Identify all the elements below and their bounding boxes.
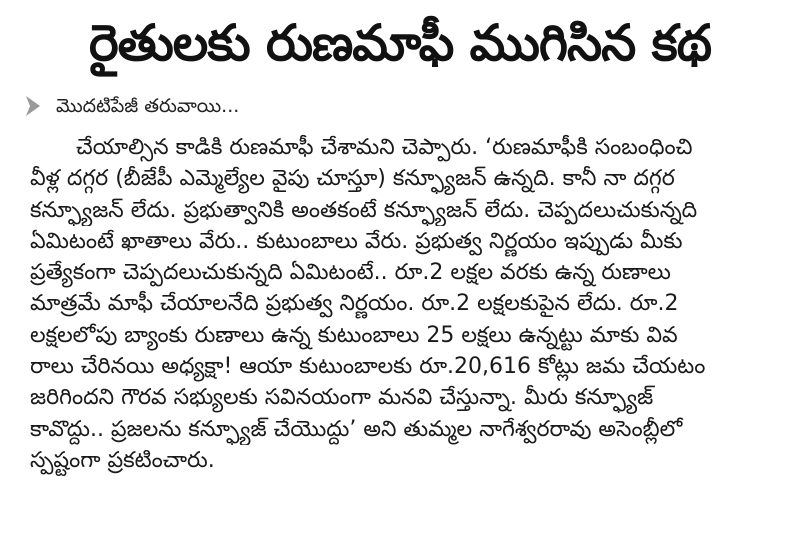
body-line: మాత్రమే మాఫీ చేయాలనేది ప్రభుత్వ నిర్ణయం. రూ.2 లక్షలకుపైన లేదు. రూ.2	[30, 291, 679, 317]
body-line: స్పష్టంగా ప్రకటించారు.	[30, 447, 215, 473]
body-line: వీళ్ల దగ్గర (బీజేపీ ఎమ్మెల్యేల వైపు చూస్తూ) కన్ఫ్యూజన్ ఉన్నది. కానీ నా దగ్గర	[30, 166, 675, 192]
body-line: చేయాల్సిన కాడికి రుణమాఫీ చేశామని చెప్పారు. ‘రుణమాఫీకి సంబంధించి	[76, 135, 693, 160]
body-line: జరిగిందని గౌరవ సభ్యులకు సవినయంగా మనవి చేస్తున్నా. మీరు కన్ఫ్యూజ్	[30, 385, 654, 411]
subhead-text: మొదటిపేజీ తరువాయి...	[56, 95, 240, 117]
body-line: లక్షలలోపు బ్యాంకు రుణాలు ఉన్న కుటుంబాలు 25 లక్షలు ఉన్నట్టు మాకు వివ	[30, 322, 678, 348]
body-line: రాలు చేరినయి అధ్యక్షా! ఆయా కుటుంబాలకు రూ.20,616 కోట్లు జమ చేయటం	[30, 354, 706, 380]
chevron-right-icon	[24, 95, 42, 117]
body-line: ఏమిటంటే ఖాతాలు వేరు.. కుటుంబాలు వేరు. ప్రభుత్వ నిర్ణయం ఇప్పుడు మీకు	[30, 228, 683, 254]
subhead	[24, 92, 239, 120]
body-line: కన్ఫ్యూజన్ లేదు. ప్రభుత్వానికి అంతకంటే కన్ఫ్యూజన్ లేదు. చెప్పదలుచుకున్నది	[30, 197, 698, 223]
body-line: ప్రత్యేకంగా చెప్పదలుచుకున్నది ఏమిటంటే.. రూ.2 లక్షల వరకు ఉన్న రుణాలు	[30, 260, 671, 286]
headline: రైతులకు రుణమాఫీ ముగిసిన కథ	[88, 14, 712, 72]
article-body	[30, 132, 772, 476]
body-line: కావొద్దు.. ప్రజలను కన్ఫ్యూజ్ చేయొద్దు’ అని తుమ్మల నాగేశ్వరరావు అసెంబ్లీలో	[30, 416, 683, 442]
